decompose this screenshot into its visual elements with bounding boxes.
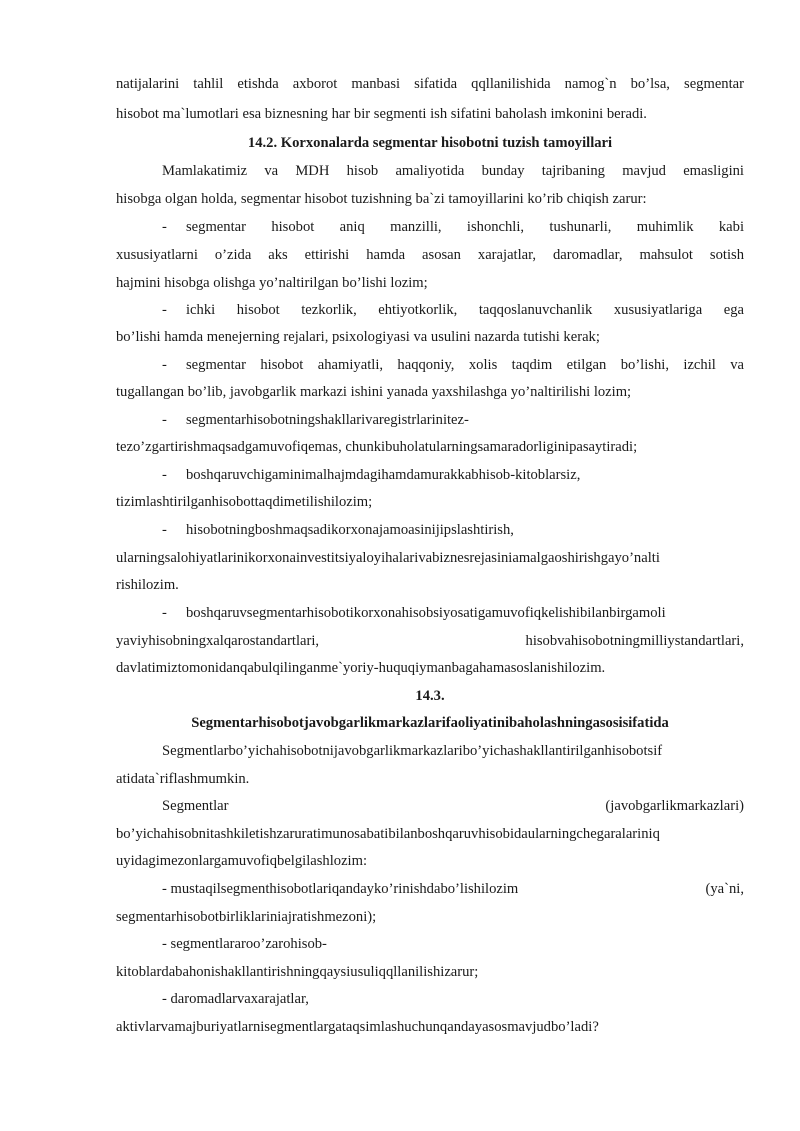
section-14-2-intro-line-1: Mamlakatimiz va MDH hisob amaliyotida bunday tajribaning mavjud emasligini (162, 163, 744, 179)
dash-marker: - (162, 412, 167, 428)
section-14-2-heading: 14.2. Korxonalarda segmentar hisobotni tuzish tamoyillari (247, 135, 613, 151)
list-item-2-line-1 (162, 300, 744, 320)
section-14-3-p1-line-1: Segmentlarbo’yichahisobotnijavobgarlikmarkazlaribo’yichashakllantirilganhisobotsif (162, 743, 663, 759)
question-2-line-1: - segmentlararoo’zarohisob- (162, 936, 327, 952)
dash-marker: - (162, 467, 167, 483)
section-14-3-p2-line-3: uyidagimezonlargamuvofiqbelgilashlozim: (116, 853, 368, 869)
list-item-3-text: segmentar hisobot ahamiyatli, haqqoniy, xolis taqdim etilgan bo’lishi, izchil va (186, 357, 744, 373)
section-14-3-p2-line-1 (162, 796, 744, 816)
list-item-6-text: hisobotningboshmaqsadikorxonajamoasinijipslashtirish, (186, 522, 514, 538)
question-1-line-2: segmentarhisobotbirliklariniajratishmezoni); (116, 909, 377, 925)
list-item-4-line-2: tezo’zgartirishmaqsadgamuvofiqemas, chunkibuholatularningsamaradorliginipasaytiradi; (116, 439, 638, 455)
list-item-6-line-3: rishilozim. (116, 577, 179, 593)
list-item-7-line-1 (162, 603, 744, 623)
dash-marker: - (162, 605, 167, 621)
dash-marker: - (162, 357, 167, 373)
list-item-1-line-2: xususiyatlarni o’zida aks ettirishi hamda asosan xarajatlar, daromadlar, mahsulot sotish (116, 247, 744, 263)
list-item-1-line-3: hajmini hisobga olishga yo’naltirilgan bo’lishi lozim; (116, 275, 428, 291)
list-item-4-line-1 (162, 410, 744, 430)
intro-line-2: hisobot ma`lumotlari esa biznesning har bir segmenti ish sifatini baholash imkonini beradi. (116, 106, 647, 122)
list-item-2-line-2: bo’lishi hamda menejerning rejalari, psixologiyasi va usulini nazarda tutishi kerak; (116, 329, 600, 345)
question-3-line-2: aktivlarvamajburiyatlarnisegmentlargataqsimlashuchunqandayasosmavjudbo’ladi? (116, 1019, 599, 1035)
question-1-line-1-left: - mustaqilsegmenthisobotlariqandayko’rinishdabo’lishilozim (162, 881, 519, 897)
list-item-4-text: segmentarhisobotningshakllarivaregistrlarinitez- (186, 412, 469, 428)
list-item-7-line-2-right: hisobvahisobotningmilliystandartlari, (525, 633, 744, 649)
list-item-7-line-2-left: yaviyhisobningxalqarostandartlari, (116, 633, 320, 649)
question-1-line-1-right: (ya`ni, (705, 881, 744, 897)
list-item-1-text: segmentar hisobot aniq manzilli, ishonchli, tushunarli, muhimlik kabi (186, 219, 744, 235)
list-item-7-line-3: davlatimiztomonidanqabulqilinganme`yoriy-huquqiymanbagahamasoslanishilozim. (116, 660, 606, 676)
list-item-5-line-1 (162, 465, 744, 485)
dash-marker: - (162, 302, 167, 318)
section-14-3-p2-line-1-right: (javobgarlikmarkazlari) (605, 798, 744, 814)
intro-line-1: natijalarini tahlil etishda axborot manbasi sifatida qqllanilishida namog`n bo’lsa, segmentar (116, 76, 744, 92)
list-item-3-line-2: tugallangan bo’lib, javobgarlik markazi ishini yanada yaxshilashga yo’naltirilishi lozim; (116, 384, 632, 400)
list-item-1-line-1 (162, 217, 744, 237)
dash-marker: - (162, 522, 167, 538)
section-14-3-title: Segmentarhisobotjavobgarlikmarkazlarifaoliyatinibaholashningasosisifatida (191, 715, 669, 731)
section-14-3-number: 14.3. (415, 688, 445, 704)
list-item-3-line-1 (162, 355, 744, 375)
list-item-5-line-2: tizimlashtirilganhisobottaqdimetilishilozim; (116, 494, 373, 510)
question-2-line-2: kitoblardabahonishakllantirishningqaysiusuliqqllanilishizarur; (116, 964, 479, 980)
list-item-7-text: boshqaruvsegmentarhisobotikorxonahisobsiyosatigamuvofiqkelishibilanbirgamoli (186, 605, 666, 621)
question-1-line-1 (162, 879, 744, 899)
list-item-6-line-2: ularningsalohiyatlarinikorxonainvestitsiyaloyihalarivabiznesrejasiniamalgaoshirishgayo’nalti (116, 550, 660, 566)
list-item-5-text: boshqaruvchigaminimalhajmdagihamdamurakkabhisob-kitoblarsiz, (186, 467, 581, 483)
list-item-7-line-2 (116, 631, 744, 651)
question-3-line-1: - daromadlarvaxarajatlar, (162, 991, 309, 1007)
section-14-3-p1-line-2: atidata`riflashmumkin. (116, 771, 250, 787)
list-item-6-line-1 (162, 520, 744, 540)
list-item-2-text: ichki hisobot tezkorlik, ehtiyotkorlik, taqqoslanuvchanlik xususiyatlariga ega (186, 302, 744, 318)
section-14-3-p2-line-1-left: Segmentlar (162, 798, 229, 814)
dash-marker: - (162, 219, 167, 235)
section-14-3-p2-line-2: bo’yichahisobnitashkiletishzaruratimunosabatibilanboshqaruvhisobidaularningchegaralariniq (116, 826, 660, 842)
section-14-2-intro-line-2: hisobga olgan holda, segmentar hisobot tuzishning ba`zi tamoyillarini ko’rib chiqish zarur: (116, 191, 647, 207)
